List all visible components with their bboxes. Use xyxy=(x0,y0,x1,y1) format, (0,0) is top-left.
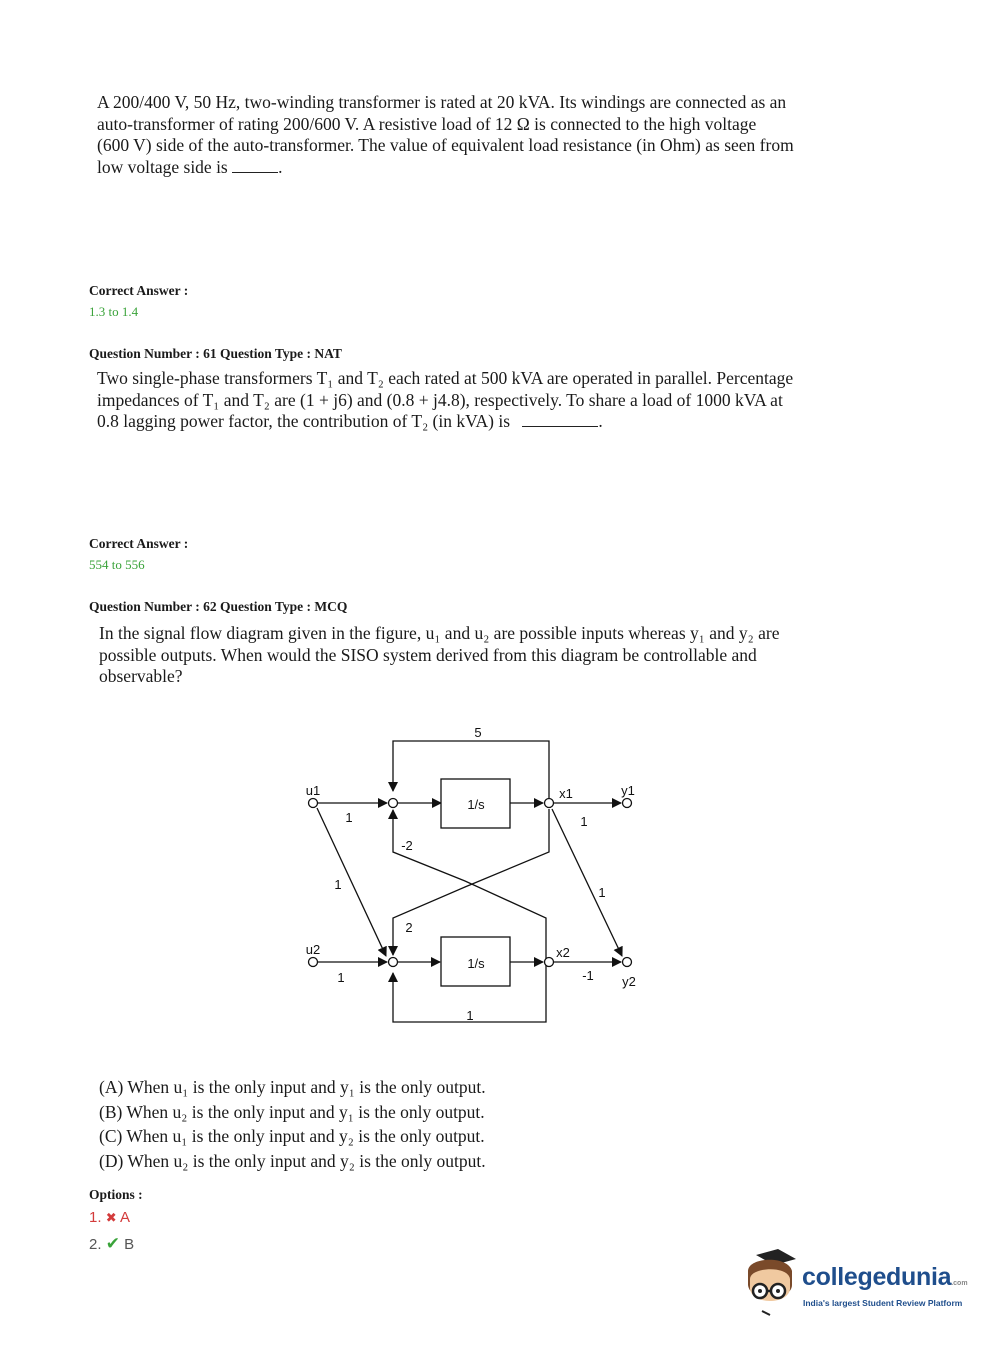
gain-2: 2 xyxy=(405,920,413,935)
logo-name: collegedunia.com xyxy=(802,1263,968,1291)
node-u1 xyxy=(309,799,318,808)
label-top-block: 1/s xyxy=(467,797,485,812)
q61-correct-value: 554 to 556 xyxy=(89,557,145,572)
label-u1: u1 xyxy=(305,783,321,798)
q62-line-1: In the signal flow diagram given in the figure, u₁ and u₂ are possible inputs whereas y₁ and y₂ are xyxy=(99,623,780,643)
gain-u1-cross: 1 xyxy=(334,877,342,892)
label-y2: y2 xyxy=(622,974,636,989)
gain-bottom-feedback: 1 xyxy=(466,1008,474,1023)
cross-icon: ✖ xyxy=(105,1210,117,1225)
q61-correct-label: Correct Answer : xyxy=(89,536,189,551)
option-1-label: A xyxy=(119,1209,130,1226)
label-x1: x1 xyxy=(559,786,573,801)
q62-line-2: possible outputs. When would the SISO system derived from this diagram be controllable and xyxy=(99,644,757,665)
gain-top-feedback: 5 xyxy=(474,725,482,740)
q61-header: Question Number : 61 Question Type : NAT xyxy=(89,346,342,361)
options-label: Options : xyxy=(89,1187,143,1202)
label-bottom-block: 1/s xyxy=(467,956,485,971)
edge-u1-b xyxy=(317,808,386,956)
gain-minus1: -1 xyxy=(582,968,594,983)
q60-correct-label: Correct Answer : xyxy=(89,283,189,298)
node-y2 xyxy=(623,958,632,967)
node-a xyxy=(389,799,398,808)
q62-line-3: observable? xyxy=(99,666,183,686)
q61-line-2: impedances of T₁ and T₂ are (1 + j6) and (0.8 + j4.8), respectively. To share a load of 1000 kVA at xyxy=(97,389,783,410)
collegedunia-logo[interactable] xyxy=(738,1249,968,1319)
q60-line-4: low voltage side is . xyxy=(97,156,283,177)
mascot-icon xyxy=(738,1249,802,1317)
options-list xyxy=(89,1205,134,1257)
q62-choices xyxy=(99,1075,486,1173)
choice-c: (C) When u₁ is the only input and y₂ is the only output. xyxy=(99,1126,485,1146)
label-u2: u2 xyxy=(305,942,321,957)
edge-x1-y2 xyxy=(552,809,622,956)
q60-line-1: A 200/400 V, 50 Hz, two-winding transformer is rated at 20 kVA. Its windings are connected as an xyxy=(97,92,787,112)
node-x2 xyxy=(545,958,554,967)
check-icon: ✔ xyxy=(105,1234,120,1253)
logo-tagline: India's largest Student Review Platform xyxy=(803,1298,963,1308)
edge-x2-a xyxy=(393,810,546,958)
option-1-number: 1. xyxy=(89,1209,102,1226)
node-u2 xyxy=(309,958,318,967)
option-2-label: B xyxy=(124,1236,135,1253)
choice-b: (B) When u₂ is the only input and y₁ is the only output. xyxy=(99,1101,485,1122)
q60-line-3: (600 V) side of the auto-transformer. The value of equivalent load resistance (in Ohm) as seen from xyxy=(97,135,794,155)
choice-a: (A) When u₁ is the only input and y₁ is the only output. xyxy=(99,1077,486,1097)
node-x1 xyxy=(545,799,554,808)
node-b xyxy=(389,958,398,967)
option-1[interactable] xyxy=(89,1205,134,1231)
q60-correct-value: 1.3 to 1.4 xyxy=(89,304,139,319)
option-2[interactable] xyxy=(89,1231,134,1257)
edge-x1-b xyxy=(393,809,549,955)
label-x2: x2 xyxy=(556,945,570,960)
gain-u1-in: 1 xyxy=(345,810,353,825)
choice-d: (D) When u₂ is the only input and y₂ is the only output. xyxy=(99,1150,486,1171)
gain-x1-y2: 1 xyxy=(598,885,606,900)
gain-minus2: -2 xyxy=(401,838,413,853)
label-y1: y1 xyxy=(621,783,635,798)
q61-line-3: 0.8 lagging power factor, the contribution of T₂ (in kVA) is . xyxy=(97,411,603,431)
q60-line-2: auto-transformer of rating 200/600 V. A resistive load of 12 Ω is connected to the high voltage xyxy=(97,113,757,134)
q61-line-1: Two single-phase transformers T₁ and T₂ each rated at 500 kVA are operated in parallel. Percentage xyxy=(97,368,794,388)
gain-y1: 1 xyxy=(580,814,588,829)
gain-u2-in: 1 xyxy=(337,970,345,985)
q62-header: Question Number : 62 Question Type : MCQ xyxy=(89,599,348,614)
node-y1 xyxy=(623,799,632,808)
option-2-number: 2. xyxy=(89,1236,102,1253)
